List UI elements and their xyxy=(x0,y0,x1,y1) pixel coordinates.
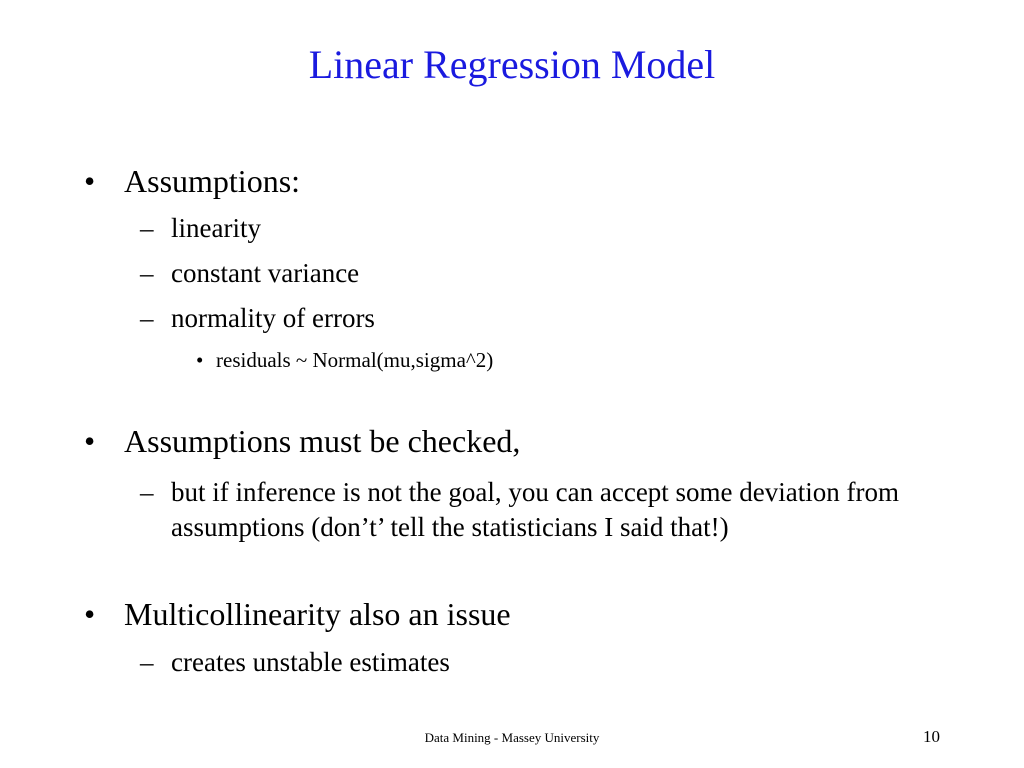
bullet-multicollinearity xyxy=(84,596,511,632)
bullet-mark: • xyxy=(84,423,96,459)
bullet-assumptions-checked xyxy=(84,423,520,459)
dash-mark: – xyxy=(140,303,154,333)
sub-bullet-linearity xyxy=(140,211,930,246)
dash-mark: – xyxy=(140,647,154,677)
slide-footer: Data Mining - Massey University xyxy=(424,730,600,745)
sub-bullet-text: normality of errors xyxy=(171,303,375,333)
sub-bullet-normality xyxy=(140,301,930,336)
bullet-mark: • xyxy=(84,596,96,632)
dash-mark: – xyxy=(140,213,154,243)
sub-bullet-inference xyxy=(140,475,930,545)
page-number: 10 xyxy=(923,727,940,746)
sub-bullet-text: creates unstable estimates xyxy=(171,647,450,677)
dash-mark: – xyxy=(140,258,154,288)
bullet-text: Multicollinearity also an issue xyxy=(124,596,511,632)
bullet-text: Assumptions: xyxy=(124,163,301,199)
sub-bullet-unstable-estimates xyxy=(140,645,930,680)
bullet-mark: • xyxy=(196,348,204,372)
sub-bullet-text: linearity xyxy=(171,213,261,243)
sub-bullet-text: constant variance xyxy=(171,258,360,288)
sub-bullet-constant-variance xyxy=(140,256,930,291)
dash-mark: – xyxy=(140,477,154,507)
sub-sub-bullet-text: residuals ~ Normal(mu,sigma^2) xyxy=(216,348,494,372)
sub-sub-bullet-residuals xyxy=(196,347,493,373)
slide-title: Linear Regression Model xyxy=(308,42,716,87)
bullet-text: Assumptions must be checked, xyxy=(124,423,521,459)
bullet-mark: • xyxy=(84,163,96,199)
sub-bullet-text: but if inference is not the goal, you can accept some deviation from assumptions (don’t’ tell the statisticians I said that!) xyxy=(171,477,899,542)
bullet-assumptions xyxy=(84,163,300,199)
